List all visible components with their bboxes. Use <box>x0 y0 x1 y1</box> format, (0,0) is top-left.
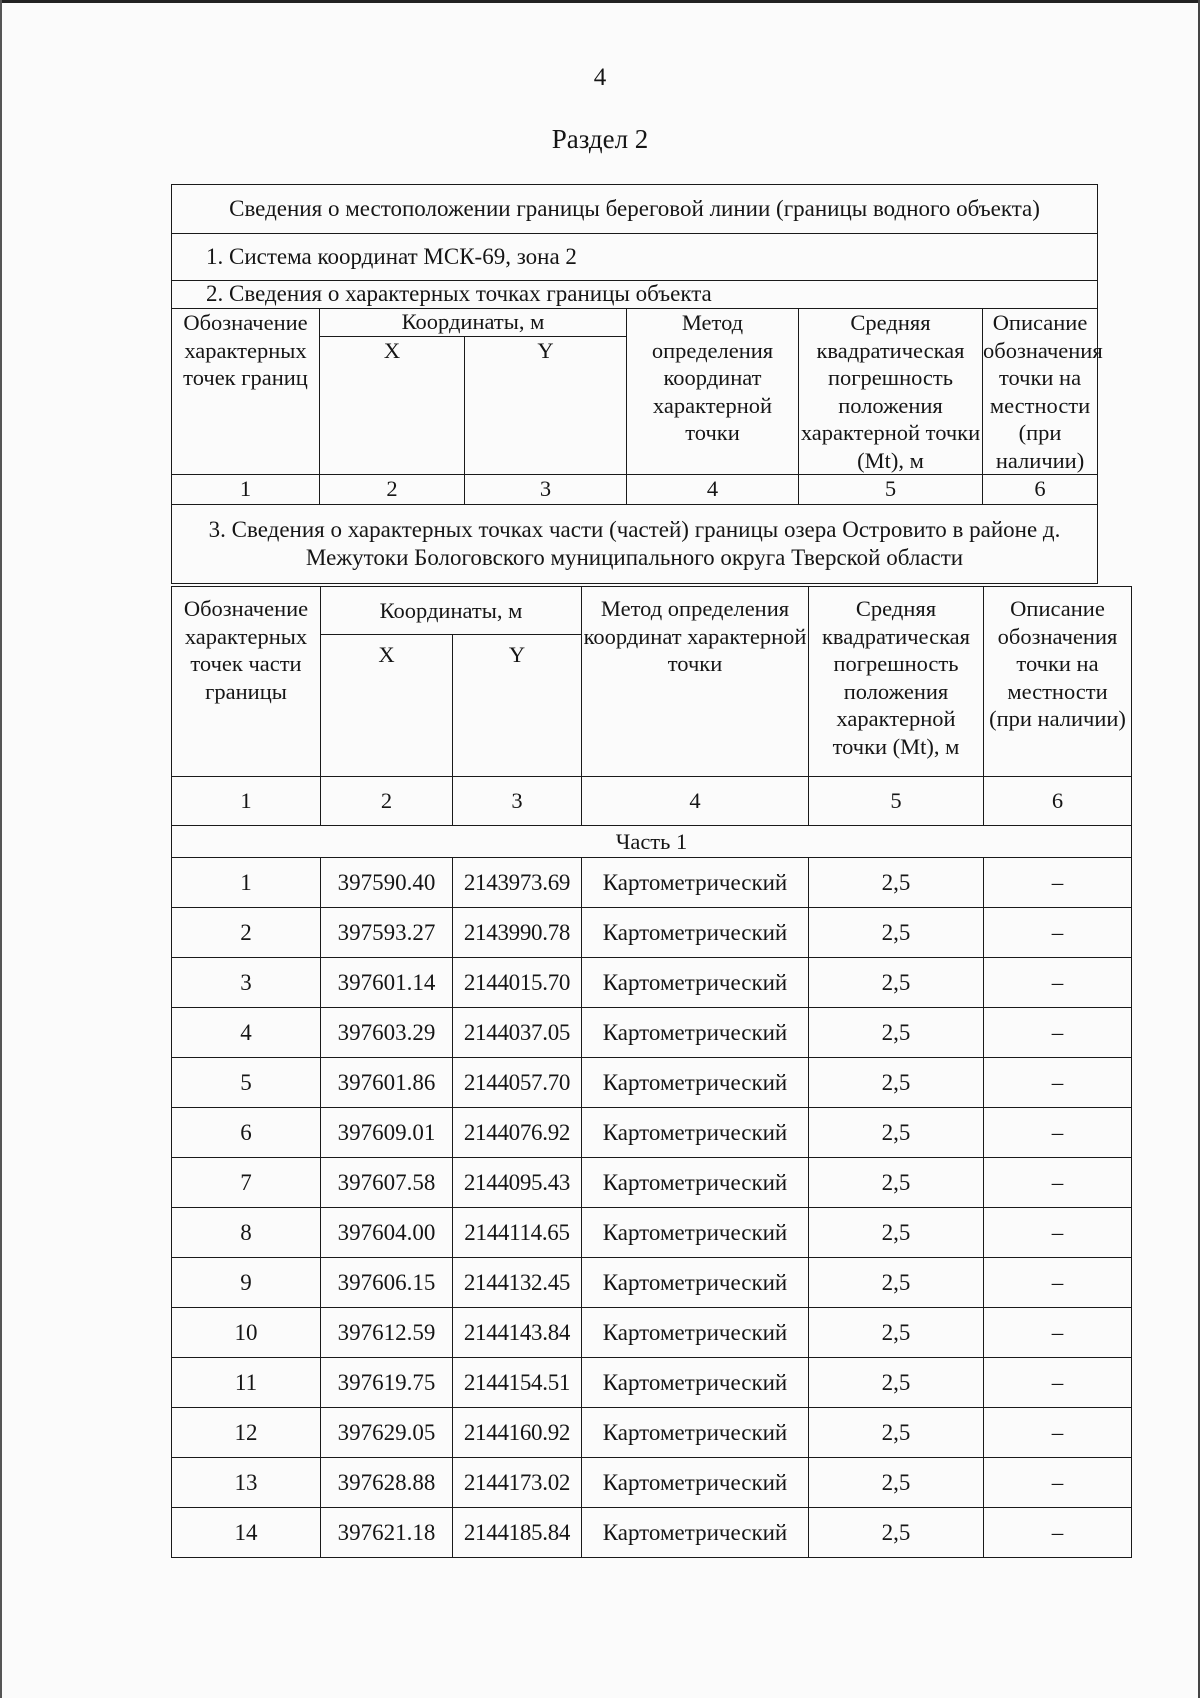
x-coordinate-cell: 397603.29 <box>321 1008 453 1058</box>
point-number-cell: 6 <box>172 1108 321 1158</box>
mean-error-cell: 2,5 <box>809 1308 984 1358</box>
table-row <box>172 1408 1132 1458</box>
y-coordinate-cell: 2144185.84 <box>453 1508 582 1558</box>
method-cell: Картометрический <box>582 1358 809 1408</box>
method-cell: Картометрический <box>582 1058 809 1108</box>
mean-error-cell: 2,5 <box>809 1008 984 1058</box>
column-number: 5 <box>809 777 984 826</box>
method-cell: Картометрический <box>582 1158 809 1208</box>
header-method: Метод определения координат характерной точки <box>627 309 799 475</box>
description-cell: – <box>984 958 1132 1008</box>
header-y: Y <box>465 337 627 475</box>
column-number: 6 <box>984 777 1132 826</box>
header-mean-error: Средняя квадратическая погрешность положения характерной точки (Mt), м <box>799 309 983 475</box>
method-cell: Картометрический <box>582 858 809 908</box>
header-description: Описание обозначения точки на местности (при наличии) <box>983 310 1103 473</box>
description-cell: – <box>984 858 1132 908</box>
points-subheading: 2. Сведения о характерных точках границы объекта <box>172 281 1098 309</box>
method-cell: Картометрический <box>582 958 809 1008</box>
description-cell: – <box>984 908 1132 958</box>
table-row <box>172 1008 1132 1058</box>
page-number: 4 <box>593 64 607 91</box>
description-cell: – <box>984 1458 1132 1508</box>
method-cell: Картометрический <box>582 1208 809 1258</box>
y-coordinate-cell: 2144132.45 <box>453 1258 582 1308</box>
part-points-table <box>171 586 1132 1558</box>
y-coordinate-cell: 2144095.43 <box>453 1158 582 1208</box>
y-coordinate-cell: 2144154.51 <box>453 1358 582 1408</box>
y-coordinate-cell: 2144143.84 <box>453 1308 582 1358</box>
mean-error-cell: 2,5 <box>809 1058 984 1108</box>
description-cell: – <box>984 1408 1132 1458</box>
description-cell: – <box>984 1308 1132 1358</box>
y-coordinate-cell: 2144114.65 <box>453 1208 582 1258</box>
point-number-cell: 14 <box>172 1508 321 1558</box>
header-x: X <box>320 337 465 475</box>
point-number-cell: 13 <box>172 1458 321 1508</box>
mean-error-cell: 2,5 <box>809 1108 984 1158</box>
part-label: Часть 1 <box>172 826 1132 858</box>
x-coordinate-cell: 397601.86 <box>321 1058 453 1108</box>
description-cell: – <box>984 1208 1132 1258</box>
method-cell: Картометрический <box>582 1258 809 1308</box>
mean-error-cell: 2,5 <box>809 1408 984 1458</box>
mean-error-cell: 2,5 <box>809 1358 984 1408</box>
mean-error-cell: 2,5 <box>809 958 984 1008</box>
column-number: 2 <box>320 475 465 505</box>
y-coordinate-cell: 2144160.92 <box>453 1408 582 1458</box>
column-number: 4 <box>582 777 809 826</box>
method-cell: Картометрический <box>582 1408 809 1458</box>
column-number: 1 <box>172 777 321 826</box>
point-number-cell: 7 <box>172 1158 321 1208</box>
header-point-designation: Обозначение характерных точек границ <box>172 309 320 475</box>
y-coordinate-cell: 2144057.70 <box>453 1058 582 1108</box>
point-number-cell: 8 <box>172 1208 321 1258</box>
mean-error-cell: 2,5 <box>809 1508 984 1558</box>
mean-error-cell: 2,5 <box>809 908 984 958</box>
x-coordinate-cell: 397629.05 <box>321 1408 453 1458</box>
table-row <box>172 1258 1132 1308</box>
section-title: Раздел 2 <box>551 124 649 154</box>
table-row <box>172 1458 1132 1508</box>
mean-error-cell: 2,5 <box>809 1158 984 1208</box>
scan-edge-left <box>0 0 2 1698</box>
column-number: 5 <box>799 475 983 505</box>
table-row <box>172 1108 1132 1158</box>
x-coordinate-cell: 397601.14 <box>321 958 453 1008</box>
y-coordinate-cell: 2144037.05 <box>453 1008 582 1058</box>
table-row <box>172 1308 1132 1358</box>
y-coordinate-cell: 2143990.78 <box>453 908 582 958</box>
description-cell: – <box>984 1358 1132 1408</box>
x-coordinate-cell: 397606.15 <box>321 1258 453 1308</box>
description-cell: – <box>984 1108 1132 1158</box>
info-title: Сведения о местоположении границы береговой линии (границы водного объекта) <box>172 185 1098 234</box>
column-number: 3 <box>465 475 627 505</box>
method-cell: Картометрический <box>582 1508 809 1558</box>
x-coordinate-cell: 397619.75 <box>321 1358 453 1408</box>
y-coordinate-cell: 2143973.69 <box>453 858 582 908</box>
y-coordinate-cell: 2144076.92 <box>453 1108 582 1158</box>
point-number-cell: 3 <box>172 958 321 1008</box>
table-row <box>172 908 1132 958</box>
x-coordinate-cell: 397607.58 <box>321 1158 453 1208</box>
method-cell: Картометрический <box>582 1308 809 1358</box>
column-number: 4 <box>627 475 799 505</box>
header-coordinates: Координаты, м <box>321 587 582 635</box>
x-coordinate-cell: 397593.27 <box>321 908 453 958</box>
method-cell: Картометрический <box>582 908 809 958</box>
header-method: Метод определения координат характерной точки <box>582 587 809 777</box>
column-number: 1 <box>172 475 320 505</box>
column-number: 6 <box>983 475 1098 505</box>
mean-error-cell: 2,5 <box>809 1208 984 1258</box>
point-number-cell: 11 <box>172 1358 321 1408</box>
mean-error-cell: 2,5 <box>809 1458 984 1508</box>
description-cell: – <box>984 1258 1132 1308</box>
x-coordinate-cell: 397621.18 <box>321 1508 453 1558</box>
point-number-cell: 1 <box>172 858 321 908</box>
table-row <box>172 858 1132 908</box>
method-cell: Картометрический <box>582 1108 809 1158</box>
point-number-cell: 10 <box>172 1308 321 1358</box>
table-row <box>172 1358 1132 1408</box>
x-coordinate-cell: 397604.00 <box>321 1208 453 1258</box>
header-description: Описание обозначения точки на местности (при наличии) <box>984 587 1132 777</box>
x-coordinate-cell: 397590.40 <box>321 858 453 908</box>
method-cell: Картометрический <box>582 1458 809 1508</box>
point-number-cell: 2 <box>172 908 321 958</box>
table-row <box>172 1508 1132 1558</box>
method-cell: Картометрический <box>582 1008 809 1058</box>
mean-error-cell: 2,5 <box>809 858 984 908</box>
column-number: 3 <box>453 777 582 826</box>
column-number: 2 <box>321 777 453 826</box>
table-row <box>172 958 1132 1008</box>
point-number-cell: 5 <box>172 1058 321 1108</box>
description-cell: – <box>984 1508 1132 1558</box>
point-number-cell: 4 <box>172 1008 321 1058</box>
header-x: X <box>321 635 453 777</box>
part-section-title: 3. Сведения о характерных точках части (частей) границы озера Островито в районе д. Межутоки Бологовского муниципального округа Тверской области <box>172 505 1098 584</box>
scan-edge-top <box>0 0 1200 3</box>
table-row <box>172 1158 1132 1208</box>
mean-error-cell: 2,5 <box>809 1258 984 1308</box>
y-coordinate-cell: 2144015.70 <box>453 958 582 1008</box>
x-coordinate-cell: 397628.88 <box>321 1458 453 1508</box>
x-coordinate-cell: 397609.01 <box>321 1108 453 1158</box>
y-coordinate-cell: 2144173.02 <box>453 1458 582 1508</box>
point-number-cell: 9 <box>172 1258 321 1308</box>
header-part-point-designation: Обозначение характерных точек части границы <box>172 587 321 777</box>
header-coordinates: Координаты, м <box>320 309 627 337</box>
header-y: Y <box>453 635 582 777</box>
x-coordinate-cell: 397612.59 <box>321 1308 453 1358</box>
boundary-info-table <box>171 184 1103 584</box>
description-cell: – <box>984 1058 1132 1108</box>
table-row <box>172 1208 1132 1258</box>
description-cell: – <box>984 1008 1132 1058</box>
description-cell: – <box>984 1158 1132 1208</box>
table-row <box>172 1058 1132 1108</box>
header-mean-error: Средняя квадратическая погрешность положения характерной точки (Mt), м <box>809 587 984 777</box>
point-number-cell: 12 <box>172 1408 321 1458</box>
coordinate-system: 1. Система координат МСК-69, зона 2 <box>172 234 1098 281</box>
